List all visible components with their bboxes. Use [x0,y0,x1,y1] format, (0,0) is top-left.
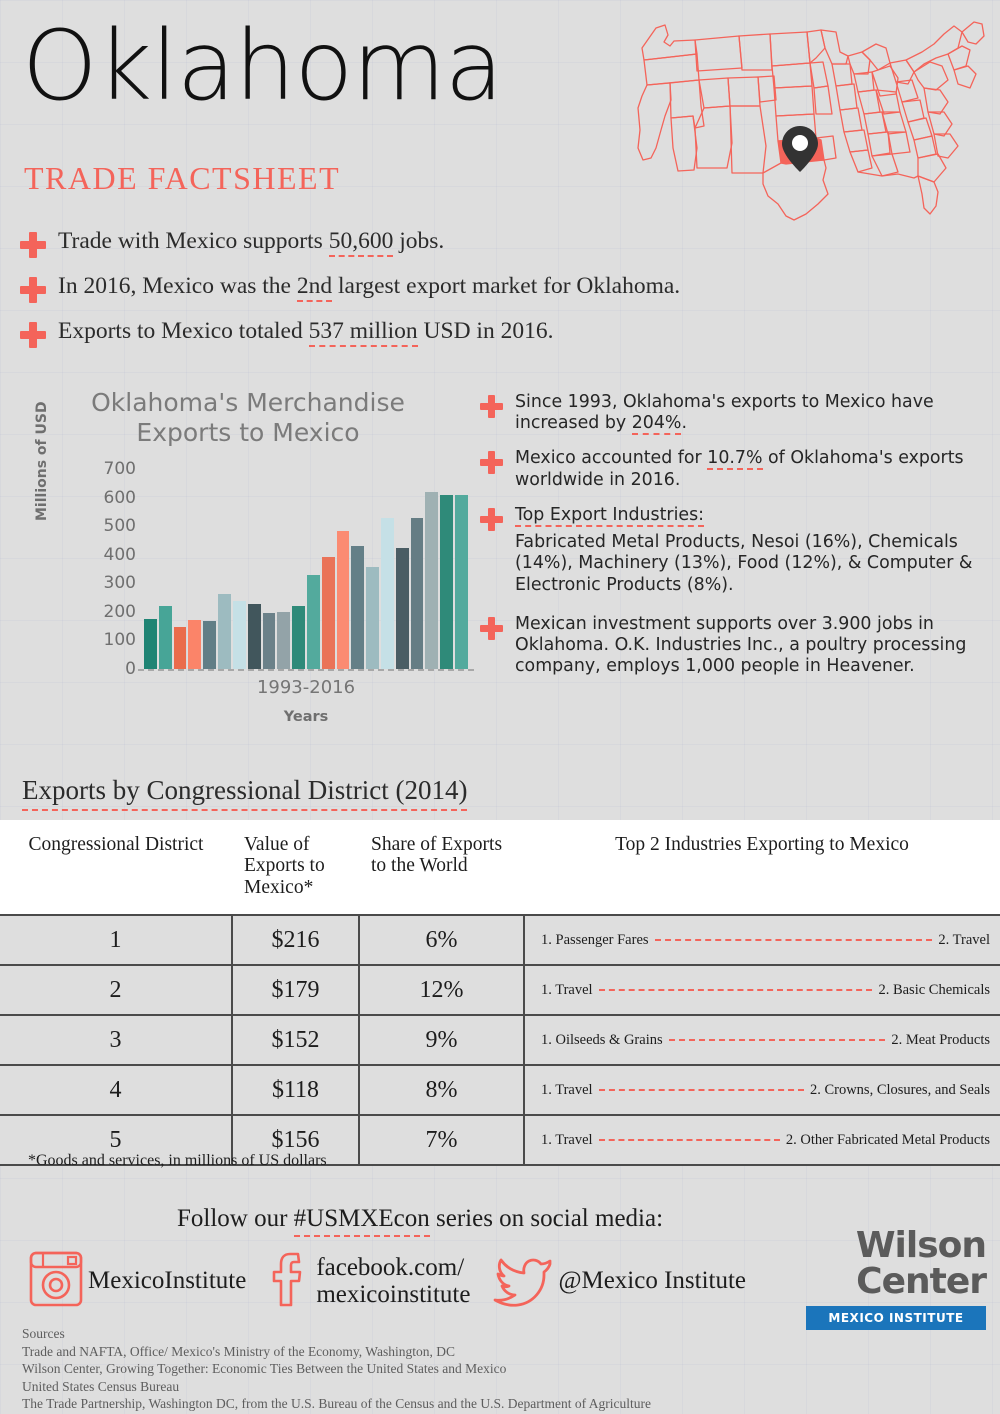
cell-district: 1 [0,915,232,965]
column-header-value: Value of Exports to Mexico* [244,834,325,898]
social-twitter[interactable] [492,1251,746,1312]
plus-icon [20,232,46,258]
fact-text [515,505,990,596]
chart-bar [233,601,246,669]
facebook-handle: facebook.com/ mexicoinstitute [316,1254,471,1308]
chart-bar [411,518,424,669]
chart-bar [188,620,201,669]
chart-bar [455,495,468,669]
industry-rank-2: 2. Other Fabricated Metal Products [785,1131,990,1148]
dashed-connector [669,1039,886,1041]
chart-bar [174,627,187,669]
plus-icon [480,508,503,531]
industry-rank-2: 2. Crowns, Closures, and Seals [809,1081,990,1098]
column-header-share: Share of Exports to the World [371,834,503,877]
dashed-connector [599,1089,804,1091]
cell-industries [524,1015,1000,1065]
sources-title: Sources [22,1326,65,1341]
industry-rank-2: 2. Travel [938,931,990,948]
chart-y-tick: 500 [103,516,136,537]
cell-industries [524,1065,1000,1115]
page-subtitle: TRADE FACTSHEET [24,160,341,196]
table-row [0,915,1000,965]
chart-y-tick: 100 [103,630,136,651]
social-links [28,1248,848,1315]
chart-y-tick: 400 [103,544,136,565]
table-row [0,1015,1000,1065]
chart-bar [366,567,379,669]
highlighted-value: 50,600 [329,228,394,257]
cell-share: 12% [359,965,524,1015]
exports-bar-chart [22,388,474,758]
highlighted-value: 537 million [309,318,418,347]
follow-callout: Follow our #USMXEcon series on social media: [0,1205,840,1233]
cell-industries [524,965,1000,1015]
source-line: The Trade Partnership, Washington DC, from the U.S. Bureau of the Census and the U.S. Department of Agriculture [22,1396,651,1412]
list-item [480,448,990,490]
dashed-connector [599,989,873,991]
instagram-icon [28,1249,84,1314]
social-facebook[interactable] [268,1248,470,1315]
chart-bar [218,594,231,669]
cell-share: 6% [359,915,524,965]
chart-bar [203,621,216,669]
social-instagram[interactable] [28,1249,246,1314]
chart-bar [248,604,261,669]
logo-line-1: Wilson [855,1225,986,1266]
fact-text: Mexico accounted for 10.7% of Oklahoma's exports worldwide in 2016. [515,448,964,490]
table-header-row [0,820,1000,915]
table-row [0,965,1000,1015]
table-footnote: *Goods and services, in millions of US dollars [28,1152,327,1169]
chart-y-tick: 600 [103,487,136,508]
industry-rank-2: 2. Basic Chemicals [878,981,990,998]
twitter-icon [492,1251,554,1312]
chart-bars [144,469,468,669]
dashed-connector [655,939,933,941]
source-line: Wilson Center, Growing Together: Economic Ties Between the United States and Mexico [22,1361,507,1377]
industry-rank-2: 2. Meat Products [891,1031,990,1048]
twitter-handle: @Mexico Institute [558,1267,747,1295]
chart-bar [263,613,276,669]
chart-bar [351,546,364,669]
chart-bar [159,606,172,669]
cell-district: 3 [0,1015,232,1065]
table-row [0,1065,1000,1115]
chart-y-tick: 300 [103,573,136,594]
industries-heading: Top Export Industries: [515,504,705,525]
chart-bar [307,575,320,669]
cell-value: $118 [232,1065,359,1115]
chart-title: Oklahoma's Merchandise Exports to Mexico [91,388,405,447]
us-map [618,8,998,233]
page-title: Oklahoma [22,10,503,122]
list-item-industries [480,505,990,596]
source-line: United States Census Bureau [22,1378,180,1394]
highlighted-value: 10.7% [707,448,763,469]
chart-y-ticks [74,459,136,679]
chart-y-tick: 0 [125,659,136,679]
map-pin-icon [782,126,818,172]
wilson-center-logo [806,1225,986,1330]
chart-y-axis-label: Millions of USD [34,401,50,521]
industries-body: Fabricated Metal Products, Nesoi (16%), Chemicals (14%), Machinery (13%), Food (12%), & Computer & Electronic Products (8%). [515,532,973,595]
list-item [480,614,990,678]
chart-bar [440,495,453,669]
list-item [20,228,920,258]
table-heading: Exports by Congressional District (2014) [22,775,467,806]
chart-baseline [138,669,474,671]
column-header-industries: Top 2 Industries Exporting to Mexico [615,834,909,855]
top-facts-list [20,228,920,363]
hashtag: #USMXEcon [294,1205,430,1237]
industry-rank-1: 1. Travel [541,1131,593,1148]
list-item [20,273,920,303]
industry-rank-1: 1. Travel [541,1081,593,1098]
industry-rank-1: 1. Passenger Fares [541,931,649,948]
list-item [20,318,920,348]
instagram-handle: MexicoInstitute [88,1267,247,1295]
plus-icon [20,277,46,303]
chart-bar [292,606,305,669]
fact-text: Exports to Mexico totaled 537 million USD in 2016. [58,318,553,346]
chart-x-axis-label: Years [283,709,329,725]
highlighted-value: 2nd [297,273,332,302]
cell-district: 2 [0,965,232,1015]
chart-bar [396,548,409,669]
cell-district: 4 [0,1065,232,1115]
logo-subbar: MEXICO INSTITUTE [806,1306,986,1330]
fact-text: In 2016, Mexico was the 2nd largest export market for Oklahoma. [58,273,680,301]
cell-value: $152 [232,1015,359,1065]
fact-text: Trade with Mexico supports 50,600 jobs. [58,228,444,256]
chart-bar [425,492,438,669]
sources-block [22,1325,651,1413]
fact-text: Mexican investment supports over 3.900 jobs in Oklahoma. O.K. Industries Inc., a poultry processing company, employs 1,000 people in Heavener. [515,613,967,677]
cell-value: $179 [232,965,359,1015]
chart-bar [337,531,350,669]
chart-x-caption: 1993-2016 [256,677,356,698]
cell-share: 7% [359,1115,524,1165]
list-item [480,392,990,434]
column-header-district: Congressional District [28,834,204,855]
cell-value: $156 [232,1115,359,1165]
congressional-district-table [0,820,1000,1166]
logo-line-2: Center [856,1261,986,1302]
cell-district: 5 [0,1115,232,1165]
plus-icon [480,451,503,474]
source-line: Trade and NAFTA, Office/ Mexico's Ministry of the Economy, Washington, DC [22,1343,455,1359]
cell-share: 8% [359,1065,524,1115]
chart-y-tick: 700 [103,459,136,479]
chart-bar [322,557,335,669]
industry-rank-1: 1. Oilseeds & Grains [541,1031,663,1048]
dashed-connector [599,1139,780,1141]
cell-share: 9% [359,1015,524,1065]
chart-bar [277,612,290,669]
plus-icon [480,617,503,640]
highlighted-value: 204% [631,413,682,434]
fact-text: Since 1993, Oklahoma's exports to Mexico have increased by 204%. [515,392,934,434]
plus-icon [480,395,503,418]
cell-industries [524,1115,1000,1165]
cell-value: $216 [232,915,359,965]
chart-y-tick: 200 [103,601,136,622]
industry-rank-1: 1. Travel [541,981,593,998]
facebook-icon [268,1248,312,1315]
chart-bar [144,619,157,669]
cell-industries [524,915,1000,965]
right-facts-list [480,392,990,692]
plus-icon [20,322,46,348]
chart-bar [381,518,394,669]
